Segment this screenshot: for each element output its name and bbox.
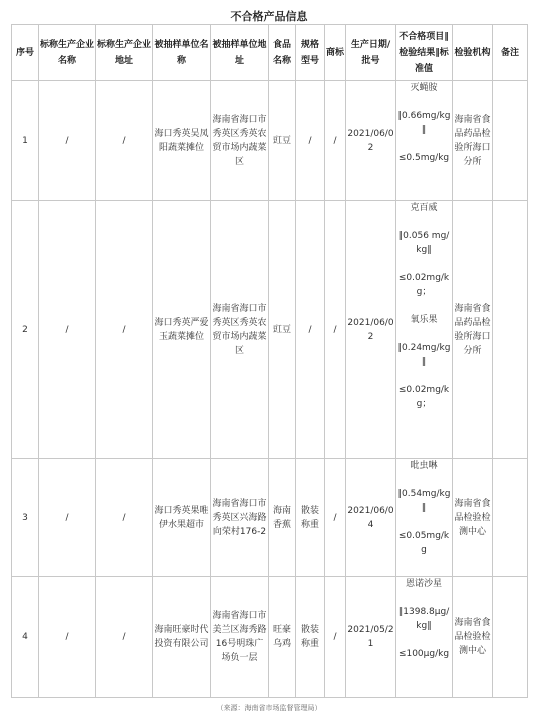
result-value: ‖0.24mg/kg‖ [397, 343, 451, 367]
cell-brand: / [325, 577, 346, 698]
result-value: ‖0.54mg/kg‖ [397, 489, 451, 513]
cell-mfr-addr: / [96, 81, 153, 201]
cell-no: 1 [12, 81, 39, 201]
cell-result [396, 201, 453, 459]
cell-sampled-name: 海南旺豪时代投资有限公司 [153, 577, 211, 698]
cell-mfr-addr: / [96, 201, 153, 459]
cell-date: 2021/06/04 [346, 459, 396, 577]
cell-mfr-name: / [39, 577, 96, 698]
cell-sampled-addr: 海南省海口市美兰区海秀路16号明珠广场负一层 [211, 577, 269, 698]
cell-food: 旺豪乌鸡 [269, 577, 296, 698]
result-standard: ≤100μg/kg [398, 649, 450, 659]
cell-mfr-name: / [39, 81, 96, 201]
result-item: 氧乐果 [410, 315, 438, 325]
cell-mfr-addr: / [96, 577, 153, 698]
header-agency: 检验机构 [453, 25, 493, 81]
cell-food: 豇豆 [269, 81, 296, 201]
result-value: ‖0.66mg/kg‖ [397, 111, 451, 135]
header-no: 序号 [12, 25, 39, 81]
result-standard: ≤0.02mg/kg； [398, 385, 450, 409]
cell-mfr-name: / [39, 459, 96, 577]
cell-brand: / [325, 81, 346, 201]
cell-spec: / [296, 81, 325, 201]
header-food: 食品名称 [269, 25, 296, 81]
cell-mfr-name: / [39, 201, 96, 459]
cell-date: 2021/06/02 [346, 201, 396, 459]
cell-sampled-addr: 海南省海口市秀英区兴海路向荣村176-2 [211, 459, 269, 577]
table-title: 不合格产品信息 [230, 10, 308, 23]
cell-sampled-name: 海口秀英果唯伊水果超市 [153, 459, 211, 577]
cell-agency: 海南省食品检验检测中心 [453, 577, 493, 698]
cell-agency: 海南省食品药品检验所海口分所 [453, 81, 493, 201]
unqualified-products-table [11, 24, 528, 698]
result-item: 恩诺沙星 [405, 579, 442, 589]
cell-brand: / [325, 459, 346, 577]
cell-note [493, 81, 528, 201]
result-item: 灭蝇胺 [410, 83, 438, 93]
header-brand: 商标 [325, 25, 346, 81]
result-value: ‖1398.8μg/kg‖ [398, 607, 450, 631]
table-row [12, 459, 528, 577]
cell-spec: 散装称重 [296, 459, 325, 577]
table-row [12, 201, 528, 459]
source-caption: （来源：海南省市场监督管理局） [216, 704, 322, 712]
cell-agency: 海南省食品药品检验所海口分所 [453, 201, 493, 459]
cell-note [493, 459, 528, 577]
cell-no: 2 [12, 201, 39, 459]
header-row [12, 25, 528, 81]
cell-brand: / [325, 201, 346, 459]
cell-result [396, 459, 453, 577]
cell-note [493, 577, 528, 698]
cell-food: 豇豆 [269, 201, 296, 459]
cell-mfr-addr: / [96, 459, 153, 577]
result-value: ‖0.056 mg/kg‖ [398, 231, 450, 255]
cell-sampled-name: 海口秀英吴凤阳蔬菜摊位 [153, 81, 211, 201]
cell-result [396, 577, 453, 698]
cell-food: 海南香蕉 [269, 459, 296, 577]
cell-date: 2021/05/21 [346, 577, 396, 698]
cell-no: 4 [12, 577, 39, 698]
header-sampled-addr: 被抽样单位地址 [211, 25, 269, 81]
result-item: 克百威 [410, 203, 438, 213]
cell-result [396, 81, 453, 201]
result-standard: ≤0.02mg/kg； [398, 273, 450, 297]
cell-date: 2021/06/02 [346, 81, 396, 201]
cell-no: 3 [12, 459, 39, 577]
cell-note [493, 201, 528, 459]
cell-agency: 海南省食品检验检测中心 [453, 459, 493, 577]
header-note: 备注 [493, 25, 528, 81]
result-item: 吡虫啉 [410, 461, 438, 471]
header-spec: 规格型号 [296, 25, 325, 81]
header-date: 生产日期/批号 [346, 25, 396, 81]
cell-spec: / [296, 201, 325, 459]
result-standard: ≤0.5mg/kg [398, 153, 450, 163]
header-sampled-name: 被抽样单位名称 [153, 25, 211, 81]
cell-sampled-name: 海口秀英严爱玉蔬菜摊位 [153, 201, 211, 459]
cell-spec: 散装称重 [296, 577, 325, 698]
header-mfr-name: 标称生产企业名称 [39, 25, 96, 81]
cell-sampled-addr: 海南省海口市秀英区秀英农贸市场内蔬菜区 [211, 201, 269, 459]
table-row [12, 577, 528, 698]
header-mfr-addr: 标称生产企业地址 [96, 25, 153, 81]
cell-sampled-addr: 海南省海口市秀英区秀英农贸市场内蔬菜区 [211, 81, 269, 201]
table-row [12, 81, 528, 201]
result-standard: ≤0.05mg/kg [398, 531, 450, 555]
header-result: 不合格项目‖检验结果‖标准值 [396, 25, 453, 81]
